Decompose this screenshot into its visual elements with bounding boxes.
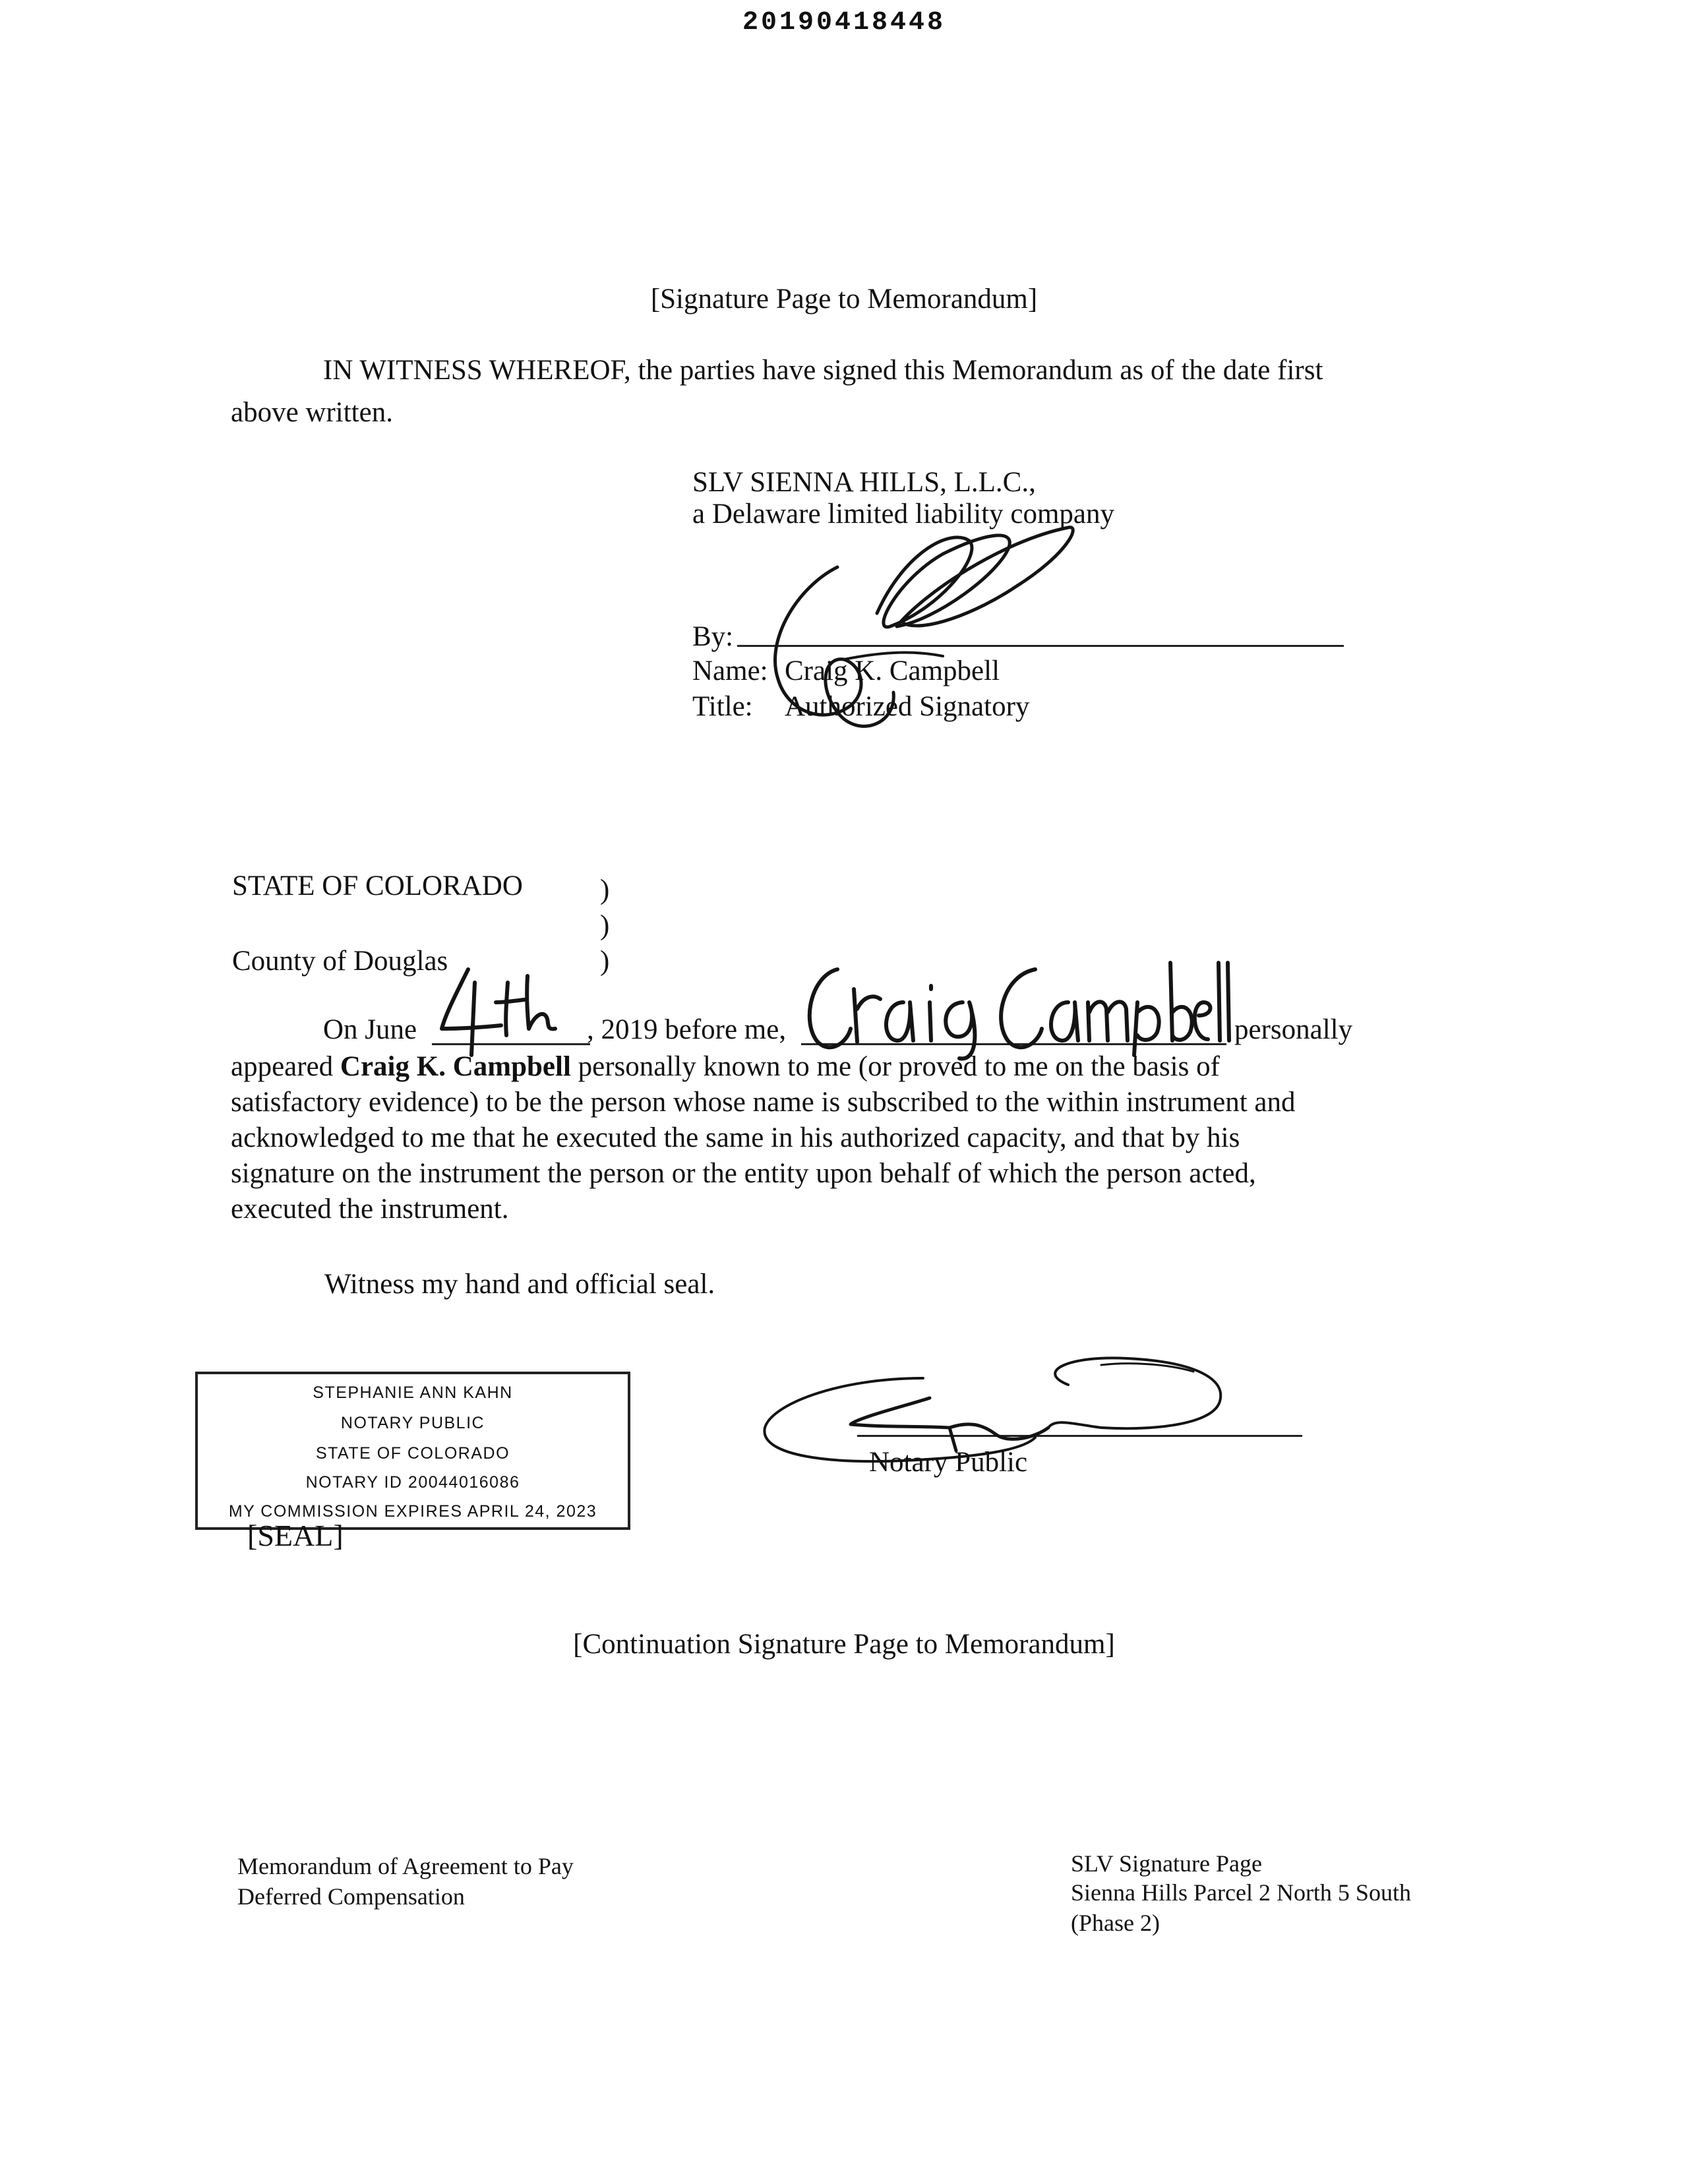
name-label: Name: [692, 655, 768, 686]
venue-paren-3: ) [600, 946, 610, 977]
continuation-heading: [Continuation Signature Page to Memorandum] [573, 1629, 1115, 1660]
stamp-line-title: NOTARY PUBLIC [340, 1414, 485, 1432]
county-venue: County of Douglas [232, 946, 448, 977]
ack-line-1-rest: personally known to me (or proved to me on the basis of [578, 1051, 1220, 1082]
year-text: , 2019 before me, [587, 1014, 787, 1045]
witness-seal-text: Witness my hand and official seal. [324, 1269, 715, 1300]
company-name: SLV SIENNA HILLS, L.L.C., [692, 467, 1036, 498]
signer-name: Craig K. Campbell [340, 1051, 571, 1082]
venue-paren-1: ) [600, 874, 610, 905]
state-venue: STATE OF COLORADO [232, 870, 523, 901]
ack-line-2: satisfactory evidence) to be the person whose name is subscribed to the within instrument and [231, 1087, 1296, 1118]
witness-clause-line-1: IN WITNESS WHEREOF, the parties have signed this Memorandum as of the date first [323, 355, 1323, 386]
seal-label: [SEAL] [247, 1519, 344, 1552]
appeared-label: appeared [231, 1051, 334, 1082]
ack-line-5: executed the instrument. [231, 1194, 509, 1225]
venue-paren-2: ) [600, 910, 610, 941]
document-number: 20190418448 [742, 8, 946, 38]
appeared-line [231, 1052, 1220, 1081]
day-handwriting [429, 956, 574, 1062]
notary-name-handwriting [791, 950, 1226, 1055]
notary-public-label: Notary Public [869, 1447, 1028, 1478]
stamp-line-id: NOTARY ID 20044016086 [305, 1473, 520, 1492]
notary-stamp [195, 1372, 630, 1530]
title-value: Authorized Signatory [785, 691, 1030, 722]
ack-line-3: acknowledged to me that he executed the same in his authorized capacity, and that by his [231, 1122, 1240, 1153]
on-june-label: On June [323, 1014, 417, 1045]
company-type: a Delaware limited liability company [692, 499, 1115, 530]
witness-clause-line-2: above written. [231, 397, 393, 428]
footer-right-line-1: SLV Signature Page [1071, 1850, 1263, 1877]
signature-page-heading: [Signature Page to Memorandum] [650, 284, 1038, 315]
footer-left-line-1: Memorandum of Agreement to Pay [237, 1853, 574, 1879]
name-value: Craig K. Campbell [785, 655, 1000, 686]
stamp-line-expiry: MY COMMISSION EXPIRES APRIL 24, 2023 [228, 1502, 597, 1521]
ack-line-4: signature on the instrument the person or the entity upon behalf of which the person acted, [231, 1158, 1256, 1189]
stamp-line-name: STEPHANIE ANN KAHN [313, 1383, 513, 1402]
stamp-line-state: STATE OF COLORADO [315, 1444, 510, 1463]
personally-label: personally [1234, 1014, 1353, 1045]
footer-left-line-2: Deferred Compensation [237, 1883, 465, 1910]
authorized-signatory-signature [725, 514, 1095, 752]
title-label: Title: [692, 691, 753, 722]
by-label: By: [692, 621, 734, 652]
footer-right-line-3: (Phase 2) [1071, 1910, 1160, 1936]
footer-right-line-2: Sienna Hills Parcel 2 North 5 South [1071, 1879, 1411, 1906]
